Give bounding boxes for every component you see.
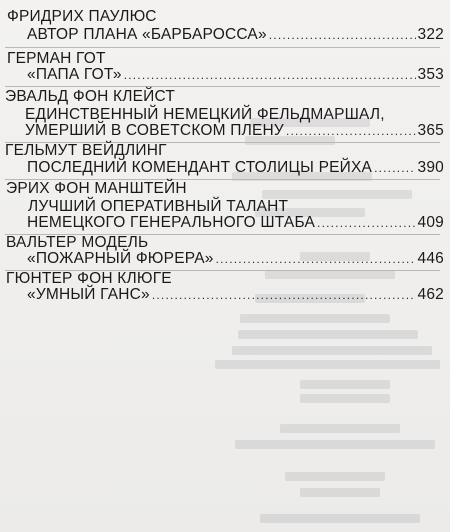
dot-leader	[269, 26, 416, 44]
divider	[5, 86, 440, 87]
divider	[5, 47, 440, 48]
toc-entry-title: НЕМЕЦКОГО ГЕНЕРАЛЬНОГО ШТАБА	[27, 214, 316, 231]
toc-entry-title: ЛУЧШИЙ ОПЕРАТИВНЫЙ ТАЛАНТ	[28, 198, 289, 215]
toc-entry-page-number: 462	[417, 286, 444, 303]
toc-entry-title: «ПАПА ГОТ»	[27, 66, 122, 83]
dot-leader	[124, 66, 416, 84]
dot-leader	[216, 250, 416, 268]
toc-entry-title-row	[27, 66, 444, 84]
dot-leader	[374, 159, 415, 177]
toc-entry-name: ЭВАЛЬД ФОН КЛЕЙСТ	[5, 88, 176, 105]
toc-entry-page-number: 353	[417, 66, 444, 83]
toc-entry-page-number: 409	[417, 214, 444, 231]
toc-entry-title-row	[27, 159, 444, 177]
toc-entry-name: ГЮНТЕР ФОН КЛЮГЕ	[6, 270, 172, 287]
toc-entry-page-number: 322	[417, 26, 444, 43]
toc-entry-title-row	[27, 286, 444, 304]
toc-entry-page-number: 446	[417, 250, 444, 267]
dot-leader	[286, 122, 416, 140]
toc-entry-title: УМЕРШИЙ В СОВЕТСКОМ ПЛЕНУ	[25, 122, 284, 139]
toc-entry-title: АВТОР ПЛАНА «БАРБАРОССА»	[27, 26, 267, 43]
toc-entry-title: ПОСЛЕДНИЙ КОМЕНДАНТ СТОЛИЦЫ РЕЙХА	[27, 159, 373, 176]
toc-entry-name: ГЕЛЬМУТ ВЕЙДЛИНГ	[5, 142, 167, 159]
toc-entry-title-row	[25, 122, 444, 140]
dot-leader	[317, 214, 415, 232]
toc-entry-page-number: 390	[417, 159, 444, 176]
toc-entry-name: ЭРИХ ФОН МАНШТЕЙН	[6, 180, 187, 197]
toc-entry-name: ГЕРМАН ГОТ	[7, 50, 106, 67]
toc-entry-title: ЕДИНСТВЕННЫЙ НЕМЕЦКИЙ ФЕЛЬДМАРШАЛ,	[25, 106, 385, 123]
toc-entry-page-number: 365	[417, 122, 444, 139]
toc-entry-name: ФРИДРИХ ПАУЛЮС	[7, 8, 157, 25]
toc-entry-name: ВАЛЬТЕР МОДЕЛЬ	[6, 234, 149, 251]
toc-entry-title-row	[27, 26, 444, 44]
toc-entry-title-row	[27, 250, 444, 268]
toc-entry-title: «УМНЫЙ ГАНС»	[27, 286, 150, 303]
dot-leader	[152, 286, 416, 304]
toc-entry-title: «ПОЖАРНЫЙ ФЮРЕРА»	[27, 250, 214, 267]
toc-entry-title-row	[27, 214, 444, 232]
